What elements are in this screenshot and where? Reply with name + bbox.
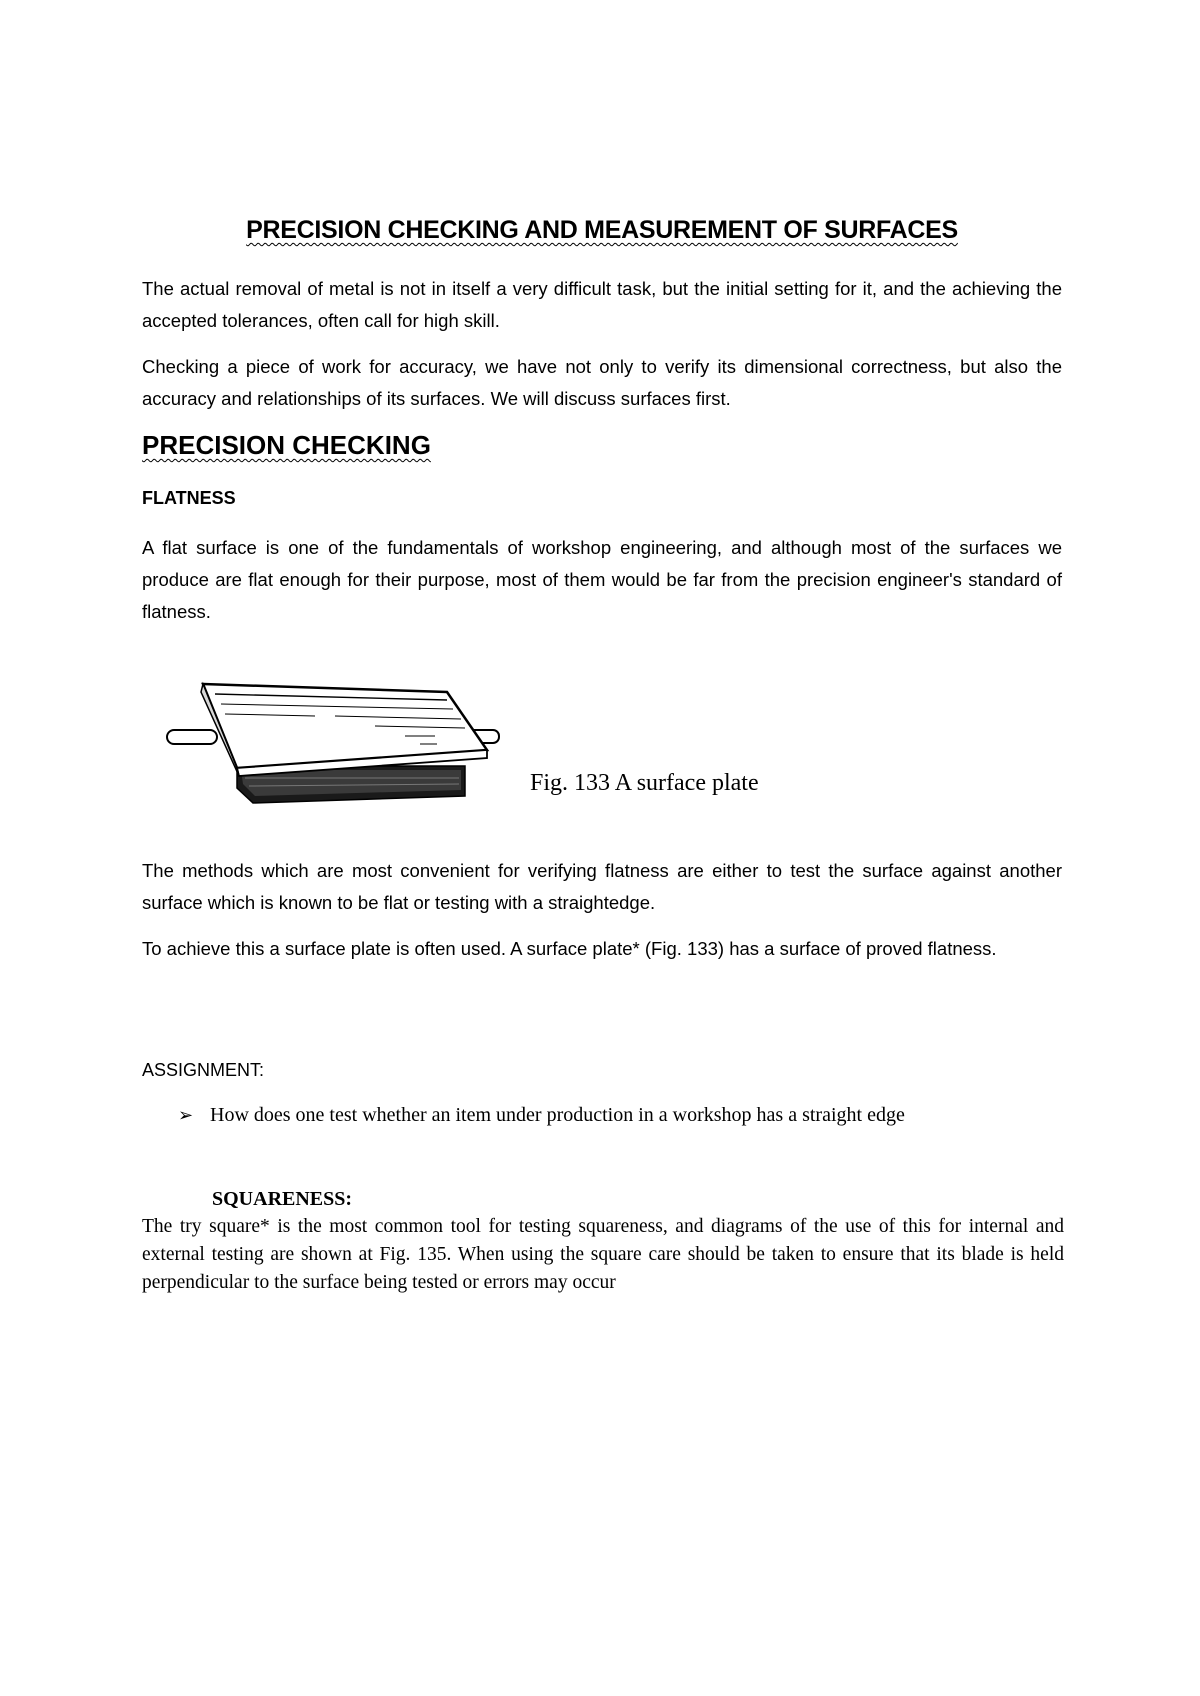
assignment-label: ASSIGNMENT:	[142, 1060, 265, 1080]
squareness-heading: SQUARENESS:	[212, 1188, 353, 1210]
flatness-paragraph: A flat surface is one of the fundamentals of workshop engineering, and although most of the surfaces we produce are flat enough for their purpose, most of them would be far from the precision engineer's standard of flatness.	[142, 537, 1062, 622]
intro-paragraph-1: The actual removal of metal is not in itself a very difficult task, but the initial setting for it, and the achieving the accepted tolerances, often call for high skill.	[142, 278, 1062, 331]
section-heading: PRECISION CHECKING	[142, 430, 431, 460]
surface-plate-paragraph: To achieve this a surface plate is often used. A surface plate* (Fig. 133) has a surface of proved flatness.	[142, 938, 997, 959]
assignment-item	[178, 1104, 905, 1127]
page-title: PRECISION CHECKING AND MEASUREMENT OF SURFACES	[246, 216, 958, 244]
assignment-item-text: How does one test whether an item under production in a workshop has a straight edge	[210, 1104, 905, 1126]
figure-caption: Fig. 133 A surface plate	[530, 770, 759, 796]
intro-paragraph-2: Checking a piece of work for accuracy, we have not only to verify its dimensional correctness, but also the accuracy and relationships of its surfaces. We will discuss surfaces first.	[142, 356, 1062, 409]
surface-plate-illustration	[165, 678, 505, 808]
subsection-heading: FLATNESS	[142, 488, 236, 508]
arrowhead-bullet-icon: ➢	[178, 1105, 194, 1125]
methods-paragraph: The methods which are most convenient for verifying flatness are either to test the surface against another surface which is known to be flat or testing with a straightedge.	[142, 860, 1062, 913]
squareness-paragraph: The try square* is the most common tool for testing squareness, and diagrams of the use of this for internal and external testing are shown at Fig. 135. When using the square care should be taken to ensure that its blade is held perpendicular to the surface being tested or errors may occur	[142, 1216, 1064, 1293]
